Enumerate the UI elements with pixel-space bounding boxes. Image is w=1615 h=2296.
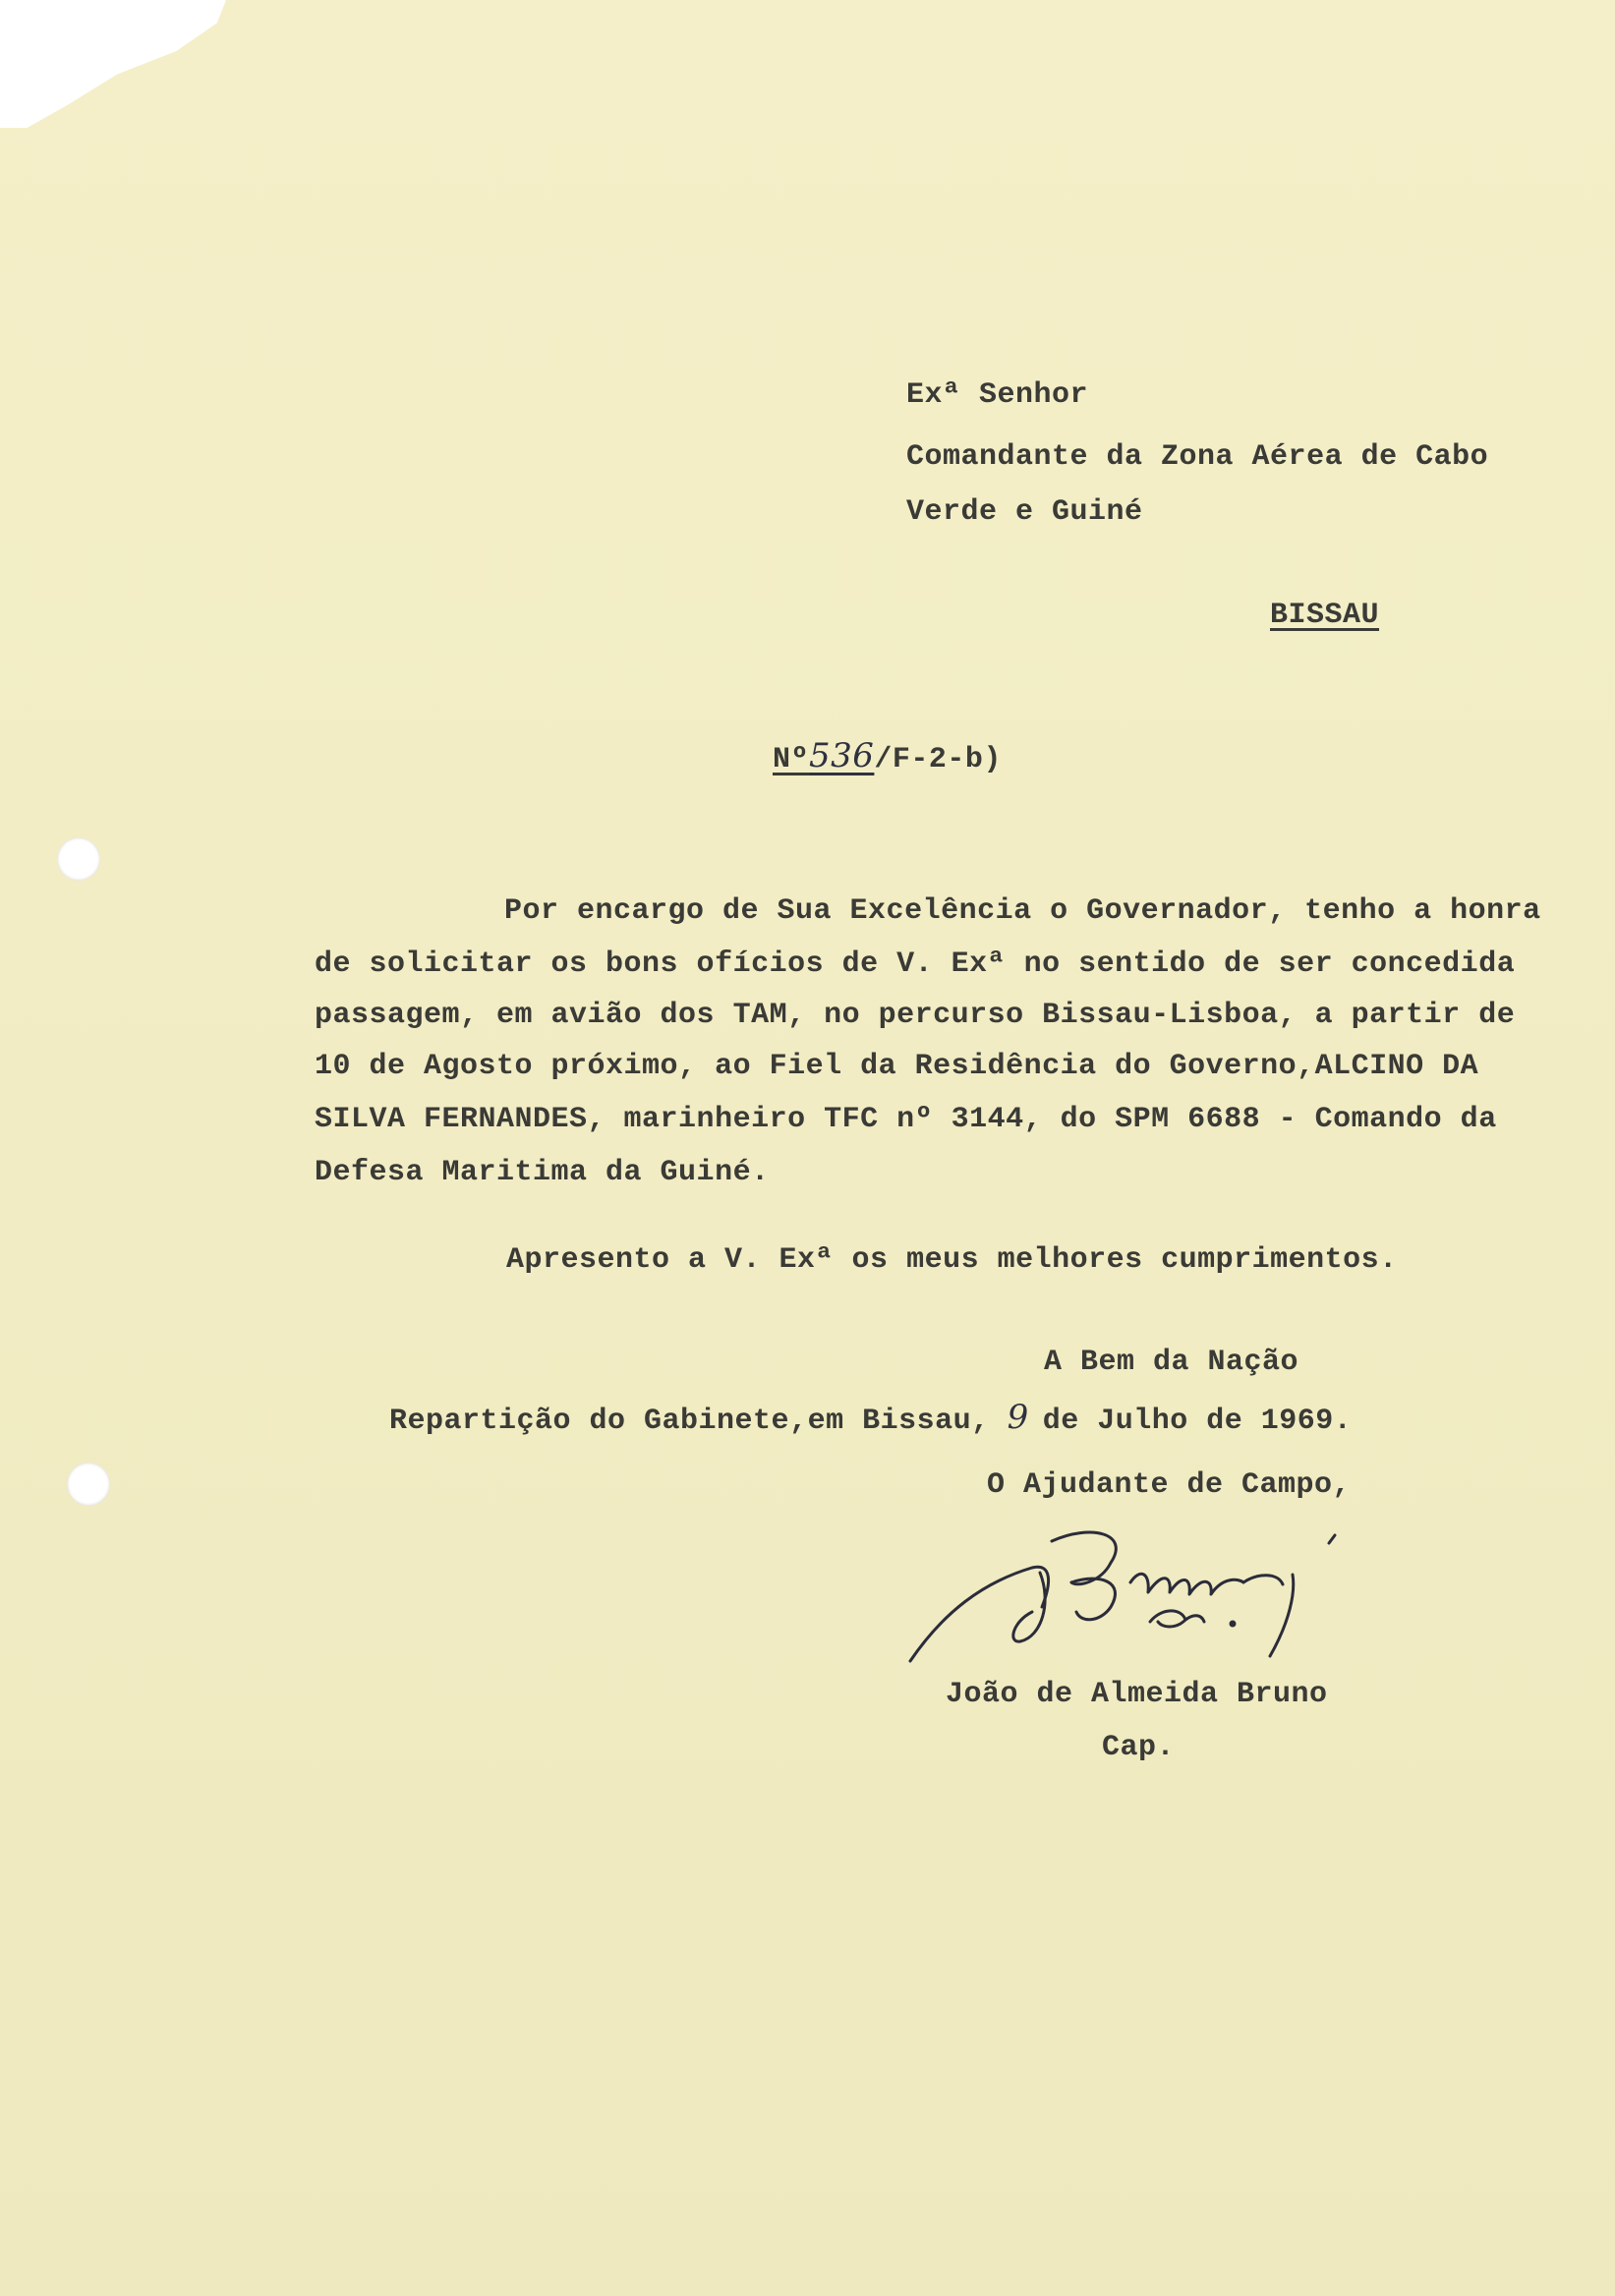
signer-rank: Cap. <box>1102 1731 1176 1764</box>
body-line: 10 de Agosto próximo, ao Fiel da Residência do Governo,ALCINO DA <box>315 1050 1479 1083</box>
body-line: passagem, em avião dos TAM, no percurso Bissau-Lisboa, a partir de <box>315 999 1516 1032</box>
place-date <box>389 1398 1353 1438</box>
recipient-line-1: Comandante da Zona Aérea de Cabo <box>906 440 1489 474</box>
punch-hole <box>67 1463 110 1506</box>
motto: A Bem da Nação <box>1044 1346 1299 1379</box>
punch-hole <box>57 837 100 881</box>
reference-handwritten-number: 536 <box>809 736 875 775</box>
body-line: Defesa Maritima da Guiné. <box>315 1156 770 1189</box>
torn-corner <box>0 0 226 128</box>
body-line: SILVA FERNANDES, marinheiro TFC nº 3144, do SPM 6688 - Comando da <box>315 1103 1497 1136</box>
place-date-day-handwritten: 9 <box>1007 1398 1029 1437</box>
handwritten-signature <box>904 1514 1415 1691</box>
place-date-prefix: Repartição do Gabinete,em Bissau, <box>389 1405 990 1438</box>
signer-role: O Ajudante de Campo, <box>987 1468 1352 1502</box>
reference-number <box>773 736 1002 776</box>
body-line: de solicitar os bons ofícios de V. Exª no sentido de ser concedida <box>315 947 1516 981</box>
reference-suffix: /F-2-b) <box>874 743 1002 776</box>
salutation: Exª Senhor <box>906 378 1089 412</box>
recipient-city: BISSAU <box>1270 599 1380 632</box>
place-date-suffix: de Julho de 1969. <box>1042 1405 1353 1438</box>
closing-line: Apresento a V. Exª os meus melhores cumprimentos. <box>506 1243 1398 1277</box>
reference-prefix: Nº <box>773 743 810 776</box>
recipient-line-2: Verde e Guiné <box>906 495 1143 529</box>
signer-name: João de Almeida Bruno <box>946 1678 1328 1711</box>
body-line: Por encargo de Sua Excelência o Governador, tenho a honra <box>504 894 1541 928</box>
